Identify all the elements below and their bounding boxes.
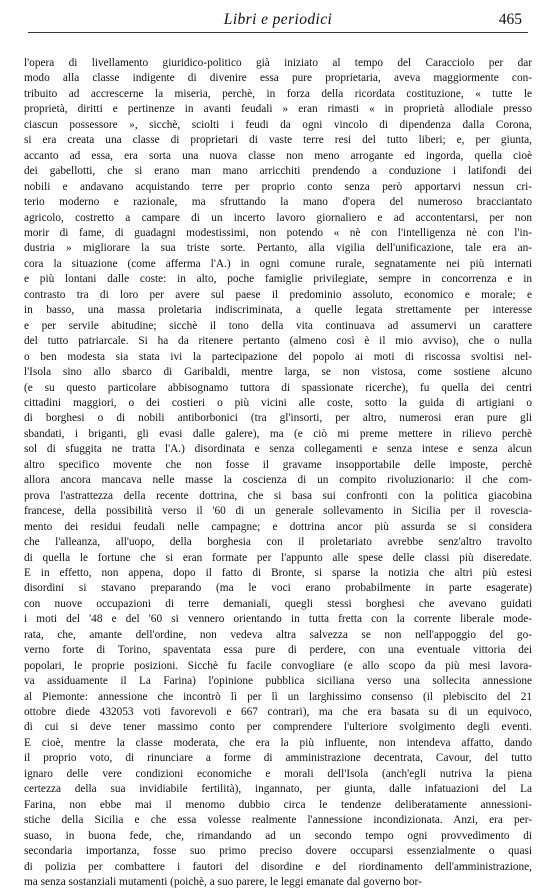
text-line: morir di fame, di guadagni modestissimi, non potendo « nè con l'intelligenza nè con l'in- (24, 226, 532, 239)
text-line: i moti del '48 e del '60 si vennero orientando in tutta fretta con la corrente liberale mode- (24, 613, 532, 626)
text-line: e per servile abitudine; sicchè il tono della vita continuava ad assumervi un carattere (24, 319, 532, 332)
text-line: prova l'astrattezza della recente dottrina, che si basa sui confronti con la politica giacobina (24, 489, 532, 502)
text-line: altro specifico movente che non fosse il gravame insopportabile delle imposte, perchè (24, 458, 532, 471)
text-line: ottobre diede 432053 voti favorevoli e 667 contrari), ma che era basata su di un equivoco, (24, 706, 532, 719)
text-line: al Piemonte: annessione che incontrò lì per lì un larghissimo consenso (il plebiscito del 21 (24, 690, 532, 703)
text-line: sbandati, i briganti, gli evasi dalle galere), ma (e ciò mi preme mettere in rilievo perchè (24, 427, 532, 440)
text-line: agricolo, costretto a campare di un incerto lavoro giornaliero e ad accontentarsi, per non (24, 211, 532, 224)
text-line: e più lontani dalle coste: in alto, poche famiglie privilegiate, sempre in concorrenza e in (24, 273, 532, 286)
text-line: di polizia per combattere i fautori del disordine e del riordinamento dell'amministrazione, (24, 860, 532, 873)
body-text (24, 56, 532, 890)
text-line: ciascun possessore », sicchè, sciolti i feudi da ogni vincolo di dipendenza dalla Corona, (24, 118, 532, 131)
text-line: contrasto tra di loro per avere sul paese il predominio assoluto, economico e morale; e (24, 288, 532, 301)
text-line: va assiduamente il La Farina) l'opinione pubblica siciliana verso una sollecita annessione (24, 675, 532, 688)
text-line: dei gabellotti, che si erano man mano arricchiti prendendo a conduzione i latifondi dei (24, 165, 532, 178)
text-line: disordini si stavano preparando (ma le voci erano probabilmente in parte esagerate) (24, 582, 532, 595)
text-line: l'opera di livellamento giuridico-politico già iniziato al tempo del Caracciolo per dar (24, 57, 532, 69)
text-line: terio moderno e razionale, ma sfruttando la mano d'opera del numeroso bracciantato (24, 196, 532, 209)
text-line: popolari, le proprie posizioni. Sicchè fu facile convogliare (e allo scopo da più mesi lavora- (24, 659, 532, 672)
text-line: con nuove occupazioni di terre demaniali, quegli stessi borghesi che avevano guidati (24, 597, 532, 610)
text-line: ignaro delle vere condizioni economiche e morali dell'Isola (anch'egli nutriva la piena (24, 767, 532, 780)
text-line: mento dei residui feudali nelle campagne; e dottrina ancor più assurda se si considera (24, 520, 532, 533)
text-line: di quella le fortune che si eran formate per l'appunto alle spese delle classi più diseredate. (24, 551, 532, 564)
text-line: modo alla classe indigente di divenire essa pure proprietaria, aveva maggiormente con- (24, 72, 532, 85)
text-line: certezza della sua invidiabile fertilità), ingannato, per giunta, dalle infatuazioni del La (24, 783, 532, 796)
page-header (28, 10, 528, 33)
page-number: 465 (498, 11, 522, 28)
text-line: cittadini maggiori, o dei costieri o più vicini alle coste, sotto la guida di artigiani o (24, 396, 532, 409)
text-line: di cui si deve tener massimo conto per comprendere l'ulteriore svolgimento degli eventi. (24, 721, 532, 734)
running-title: Libri e periodici (223, 11, 333, 28)
text-line: dustria » migliorare la sua triste sorte. Pertanto, alla vigilia dell'unificazione, tale era an- (24, 242, 532, 255)
text-line: ma senza sostanziali mutamenti (poichè, a suo parere, le leggi emanate dal governo bor- (24, 876, 422, 889)
text-line: che l'alleanza, all'uopo, della borghesia con il proletariato avrebbe senz'altro travolto (24, 536, 532, 549)
text-line: si era creata una classe di proprietari di vaste terre resi del tutto liberi; e, per giunta, (24, 134, 532, 147)
text-line: nobili e andavano acquistando terre per proprio conto senza però apportarvi nessun cri- (24, 180, 532, 193)
text-line: proprietà, diritti e pertinenze in avanti feudali » eran rimasti « in proprietà allodiale presso (24, 103, 532, 116)
text-line: l'Isola sino allo sbarco di Garibaldi, mentre larga, se non vistosa, come sostiene alcuno (24, 366, 532, 379)
text-line: sol di sfuggita ne tratta l'A.) disordinata e senza collegamenti e senza intese e senza alcun (24, 443, 532, 456)
text-line: suaso, in buona fede, che, rimandando ad un secondo tempo ogni provvedimento di (24, 829, 532, 842)
text-line: del tutto patriarcale. Si ha da ritenere pertanto (almeno così è il mio avviso), che o nulla (24, 335, 532, 348)
text-line: in basso, una massa proletaria indiscriminata, a quelle legata strettamente per interesse (24, 304, 532, 317)
text-line: rata, che, amante dell'ordine, non vedeva altra salvezza se non nell'appoggio del go- (24, 628, 532, 641)
text-line: stiche della Sicilia e che essa volesse realmente l'annessione incondizionata. Anzi, era per- (24, 814, 532, 827)
text-line: allora ancora mancava nelle masse la coscienza di un compito rivoluzionario: il che com- (24, 474, 532, 487)
text-line: secondaria importanza, fosse suo primo preciso dovere occuparsi essenzialmente o quasi (24, 845, 532, 858)
text-line: (e su questo particolare abbisognamo tuttora di spassionate ricerche), fu quella dei centri (24, 381, 532, 394)
text-line: francese, della possibilità verso il '60 di un generale sollevamento in Sicilia per il rovescia- (24, 505, 532, 518)
text-line: il proprio voto, di rinunciare a forme di amministrazione decentrata, Cavour, del tutto (24, 752, 532, 765)
text-line: di borghesi o di nobili antiborbonici (tra gl'insorti, per altro, numerosi eran pure gli (24, 412, 532, 425)
text-line: tribuito ad accrescerne la miseria, perchè, in forza della ricordata costituzione, « tutte le (24, 87, 532, 100)
text-line: accanto ad essa, era sorta una nuova classe non meno arrogante ed ingorda, quella cioè (24, 149, 532, 162)
text-line: Farina, non ebbe mai il menomo dubbio circa le tendenze deliberatamente annessioni- (24, 798, 532, 811)
text-line: E cioè, mentre la classe moderata, che era la più influente, non intendeva affatto, dando (24, 736, 532, 749)
text-line: o ben modesta sia stata ivi la partecipazione del popolo ai moti di riscossa svoltisi nel- (24, 350, 532, 363)
text-line: cora la situazione (come afferma l'A.) in ogni comune rurale, segnatamente nei più internati (24, 257, 532, 270)
text-line: E in effetto, non appena, dopo il fatto di Bronte, si sparse la notizia che altri più estesi (24, 566, 532, 579)
text-line: verno forte di Torino, spaventata essa pure di perdere, con una eventuale vittoria dei (24, 644, 532, 657)
